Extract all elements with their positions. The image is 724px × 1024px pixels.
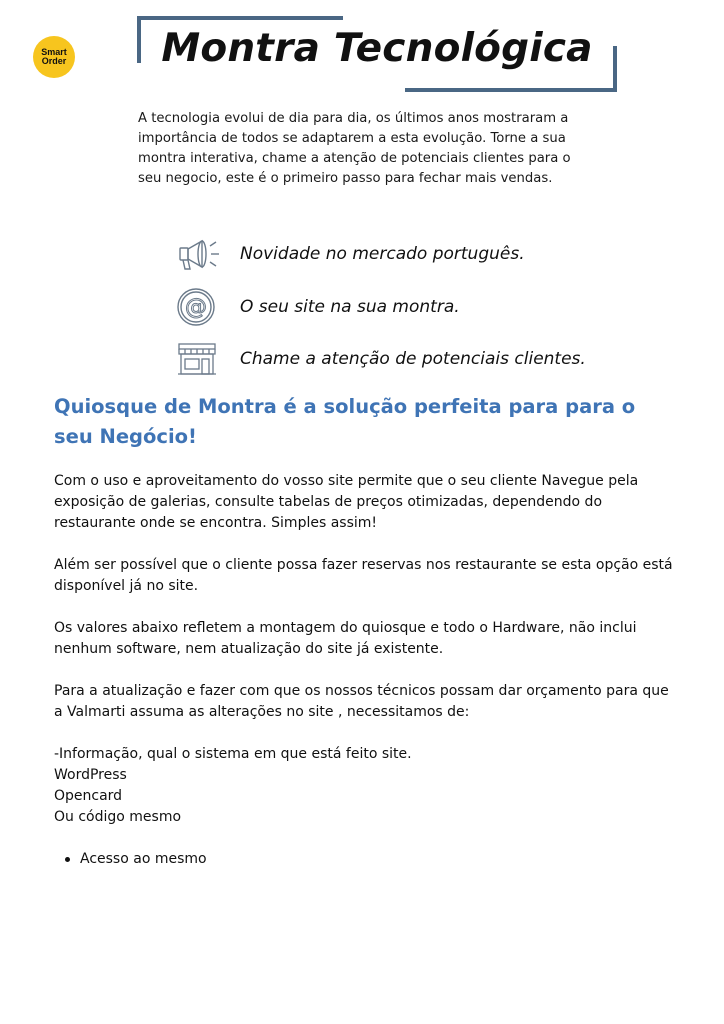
section-heading: Quiosque de Montra é a solução perfeita para para o seu Negócio! <box>54 395 636 448</box>
body-paragraph-4: Para a atualização e fazer com que os nossos técnicos possam dar orçamento para que a Valmarti assuma as alterações no site , necessitamos de: <box>54 683 669 720</box>
storefront-icon <box>176 339 226 379</box>
intro-paragraph: A tecnologia evolui de dia para dia, os últimos anos mostraram a importância de todos se adaptarem a esta evolução. Torne a sua montra interativa, chame a atenção de potenciais clientes para o seu negocio, este é o primeiro passo para fechar mais vendas. <box>138 111 571 186</box>
at-sign-icon <box>176 287 226 327</box>
page-title: Montra Tecnológica <box>161 26 593 71</box>
requirements-info: -Informação, qual o sistema em que está feito site. <box>54 746 412 762</box>
title-frame-top <box>137 16 343 20</box>
body-paragraph-1: Com o uso e aproveitamento do vosso site permite que o seu cliente Navegue pela exposição de galerias, consulte tabelas de preços otimizadas, dependendo do restaurante onde se encontra. Simples assim! <box>54 473 639 531</box>
requirement-option: Ou código mesmo <box>54 809 182 825</box>
title-frame-bottom <box>405 88 617 92</box>
logo-line-1: Smart <box>41 47 67 57</box>
list-item-text: Acesso ao mesmo <box>80 851 207 867</box>
feature-text: O seu site na sua montra. <box>240 297 460 317</box>
feature-item-novidade <box>176 234 525 274</box>
bullet-dot-icon <box>65 857 70 862</box>
feature-text: Chame a atenção de potenciais clientes. <box>240 349 586 369</box>
feature-item-atencao <box>176 339 586 379</box>
body-paragraph-2: Além ser possível que o cliente possa fazer reservas nos restaurante se esta opção está disponível já no site. <box>54 557 673 594</box>
bullet-list <box>80 849 207 870</box>
feature-item-site <box>176 287 460 327</box>
logo-line-2: Order <box>41 56 67 66</box>
feature-text: Novidade no mercado português. <box>240 244 525 264</box>
megaphone-icon <box>176 234 226 274</box>
list-item <box>80 849 207 870</box>
smart-order-logo <box>33 36 75 78</box>
svg-text:@: @ <box>185 295 207 320</box>
requirement-option: WordPress <box>54 767 127 783</box>
body-paragraph-3: Os valores abaixo refletem a montagem do quiosque e todo o Hardware, não inclui nenhum software, nem atualização do site já existente. <box>54 620 637 657</box>
title-frame-right <box>613 46 617 92</box>
requirement-option: Opencard <box>54 788 123 804</box>
